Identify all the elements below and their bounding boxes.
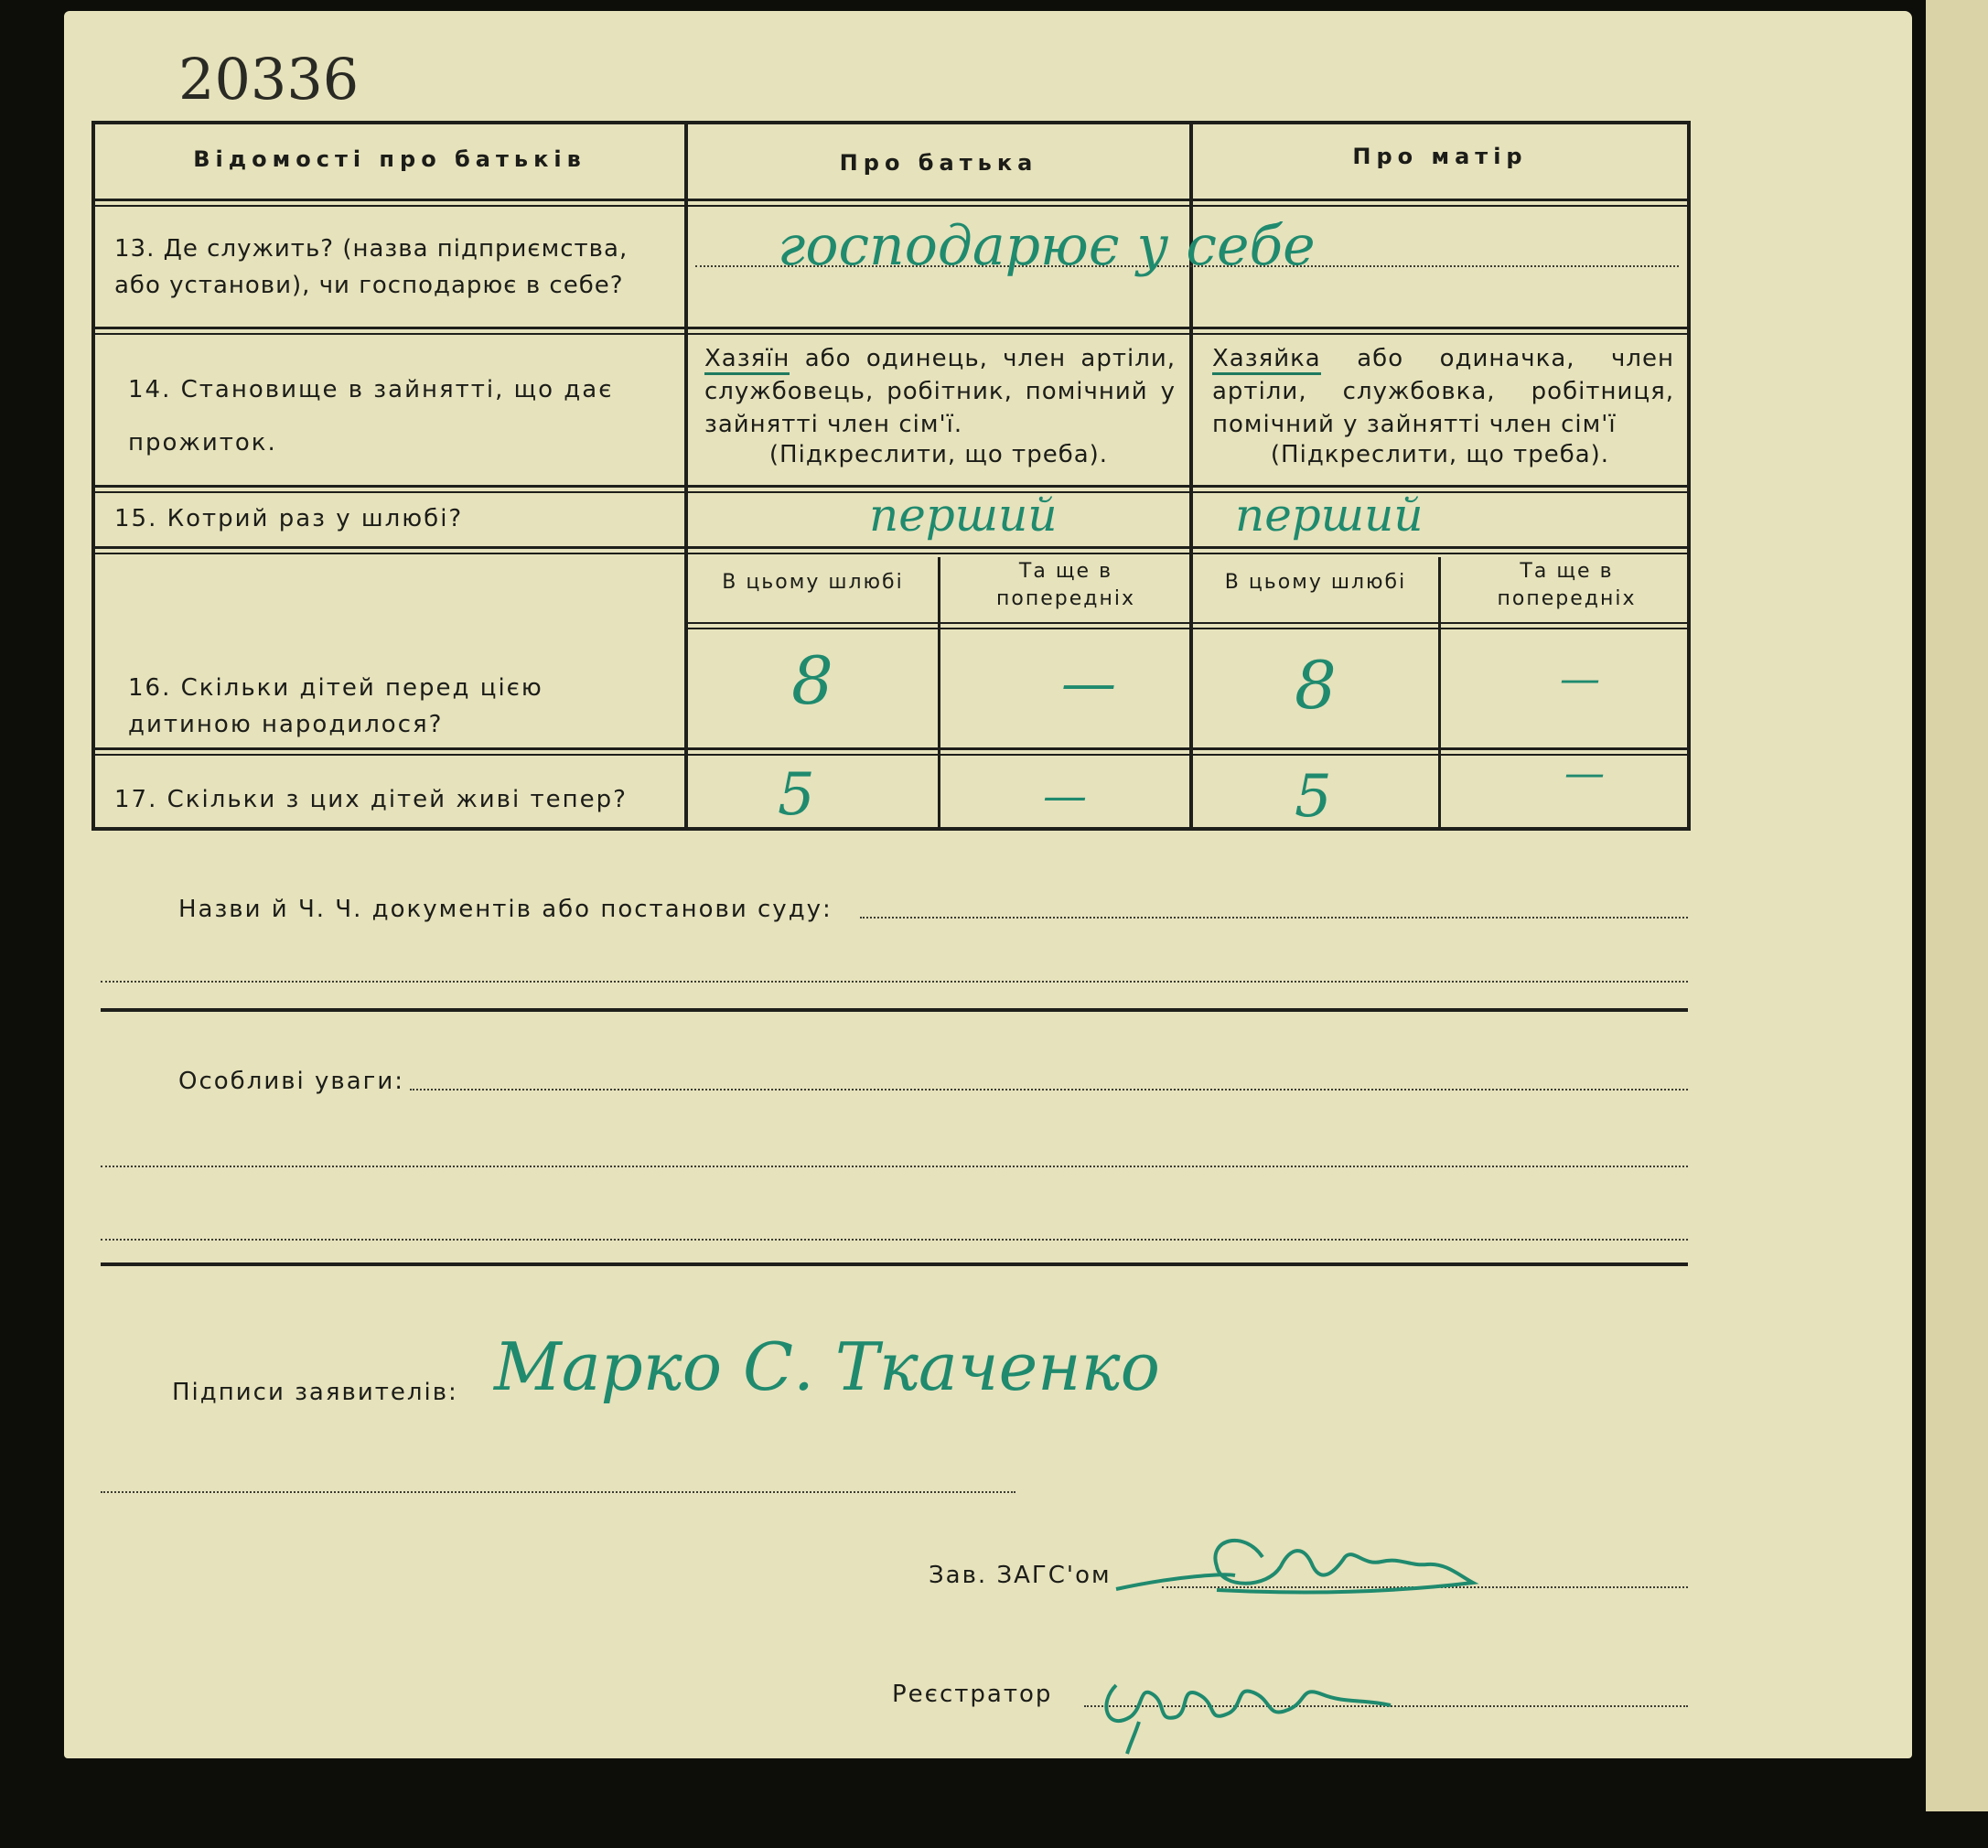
- subheader-father-this: В цьому шлюбі: [722, 571, 904, 594]
- subheader-father-prev: Та ще в попередніх: [996, 560, 1135, 610]
- documents-line-1: [860, 917, 1688, 919]
- q15-label: 15. Котрий раз у шлюбі?: [114, 505, 464, 532]
- q16-father-prev: —: [1061, 651, 1116, 715]
- q14-father-underlined: Хазяїн: [704, 345, 790, 375]
- registrar-signature: [1089, 1630, 1436, 1758]
- remarks-line-3: [101, 1239, 1688, 1241]
- documents-line-2: [101, 981, 1688, 983]
- remarks-label: Особливі уваги:: [178, 1068, 404, 1095]
- q17-father-prev: —: [1043, 770, 1087, 822]
- applicants-label: Підписи заявителів:: [172, 1379, 458, 1406]
- header-mother: Про матір: [1352, 144, 1528, 169]
- documents-label: Назви й Ч. Ч. документів або постанови суду:: [178, 896, 833, 923]
- q14-label: 14. Становище в зайнятті, що дає прожиток.: [128, 376, 614, 457]
- remarks-line-2: [101, 1166, 1688, 1167]
- q14-father-options: Хазяїн або одинець, член артіли, службовець, робітник, помічний у зайнятті член сім'ї.: [704, 345, 1176, 438]
- q14-father-note: (Підкреслити, що треба).: [768, 441, 1109, 468]
- applicants-signature: Марко С. Ткаченко: [494, 1328, 1160, 1405]
- remarks-line-1: [410, 1089, 1688, 1091]
- archive-number: 20336: [178, 46, 360, 113]
- q16-mother-this: 8: [1295, 647, 1337, 724]
- header-parents: Відомості про батьків: [193, 146, 586, 172]
- subheader-mother-prev: Та ще в попередніх: [1497, 560, 1637, 610]
- q17-label: 17. Скільки з цих дітей живі тепер?: [114, 786, 628, 813]
- q13-label: 13. Де служить? (назва підприємства, або установи), чи господарює в себе?: [114, 235, 629, 299]
- q15-mother-answer: перший: [1235, 489, 1424, 542]
- registrar-label: Реєстратор: [892, 1681, 1053, 1708]
- q17-mother-this: 5: [1295, 763, 1332, 831]
- q14-mother-note: (Підкреслити, що треба).: [1270, 441, 1610, 468]
- q13-answer: господарює у себе: [778, 214, 1316, 278]
- q14-mother-underlined: Хазяйка: [1212, 345, 1321, 375]
- head-signature: [1107, 1502, 1491, 1630]
- q17-father-this: 5: [778, 761, 815, 829]
- form-page: [64, 11, 1912, 1758]
- header-father: Про батька: [839, 150, 1038, 176]
- adjacent-page-edge: [1926, 0, 1988, 1811]
- q16-label: 16. Скільки дітей перед цією дитиною народилося?: [128, 674, 543, 738]
- q16-mother-prev: —: [1560, 656, 1600, 703]
- q15-father-answer: перший: [869, 489, 1058, 542]
- q16-father-this: 8: [791, 642, 833, 719]
- q17-mother-prev: —: [1564, 750, 1605, 797]
- head-label: Зав. ЗАГС'ом: [929, 1562, 1112, 1589]
- q14-mother-options: Хазяйка або одиначка, член артіли, службовка, робітниця, помічний у зайнятті член сім'ї: [1212, 345, 1675, 438]
- subheader-mother-this: В цьому шлюбі: [1224, 571, 1407, 594]
- applicants-line: [101, 1491, 1015, 1493]
